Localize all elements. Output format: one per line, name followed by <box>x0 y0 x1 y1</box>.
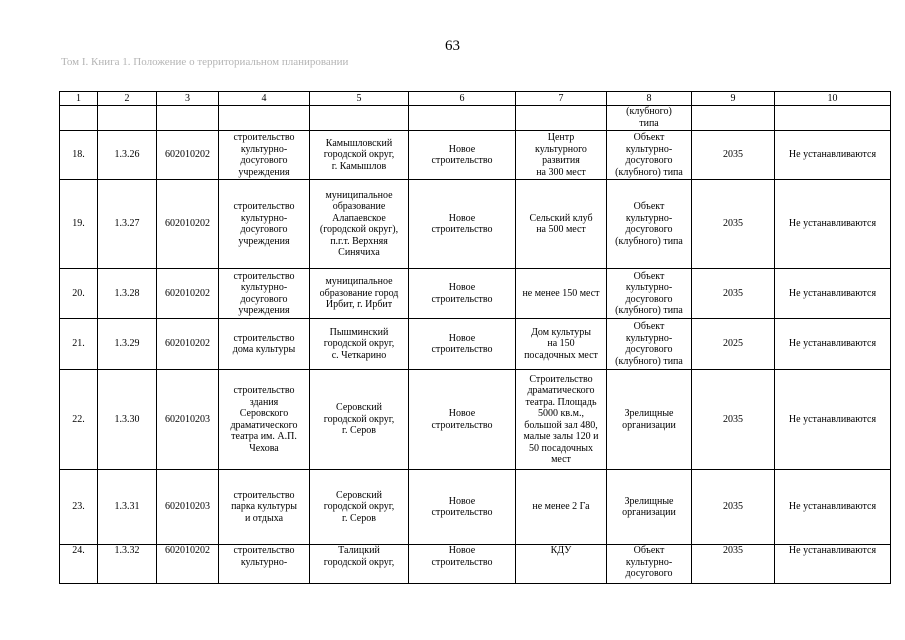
cell-deadline: 2035 <box>692 470 775 545</box>
cell-purpose: строительство дома культуры <box>219 319 310 370</box>
territorial-planning-table <box>59 91 891 584</box>
cell-type: Зрелищные организации <box>607 370 692 470</box>
cell-object-code: 602010202 <box>157 319 219 370</box>
cell-purpose: строительство культурно- досугового учреждения <box>219 180 310 269</box>
cell-zones: Не устанавливаются <box>775 180 891 269</box>
cell-characteristics: не менее 150 мест <box>516 269 607 319</box>
table-row <box>60 470 891 545</box>
cell-deadline: 2035 <box>692 180 775 269</box>
cell-characteristics: не менее 2 Га <box>516 470 607 545</box>
cell-object-code: 602010203 <box>157 470 219 545</box>
cell-location <box>310 106 409 131</box>
table-row <box>60 106 891 131</box>
cell-purpose <box>219 106 310 131</box>
cell-type: Объект культурно- досугового (клубного) типа <box>607 269 692 319</box>
cell-code: 1.3.31 <box>98 470 157 545</box>
column-number-cell: 2 <box>98 92 157 106</box>
cell-purpose: строительство культурно- досугового учреждения <box>219 131 310 180</box>
cell-num: 19. <box>60 180 98 269</box>
cell-purpose: строительство здания Серовского драматического театра им. А.П. Чехова <box>219 370 310 470</box>
cell-num: 22. <box>60 370 98 470</box>
cell-num: 21. <box>60 319 98 370</box>
cell-status <box>409 106 516 131</box>
cell-status: Новое строительство <box>409 370 516 470</box>
cell-zones: Не устанавливаются <box>775 370 891 470</box>
cell-num: 23. <box>60 470 98 545</box>
cell-location: муниципальное образование город Ирбит, г. Ирбит <box>310 269 409 319</box>
cell-location: Пышминский городской округ, с. Четкарино <box>310 319 409 370</box>
cell-object-code <box>157 106 219 131</box>
table-row <box>60 319 891 370</box>
cell-characteristics: Дом культуры на 150 посадочных мест <box>516 319 607 370</box>
cell-code: 1.3.26 <box>98 131 157 180</box>
cell-location: Серовский городской округ, г. Серов <box>310 370 409 470</box>
cell-status: Новое строительство <box>409 180 516 269</box>
cell-code: 1.3.30 <box>98 370 157 470</box>
cell-deadline <box>692 106 775 131</box>
cell-code: 1.3.32 <box>98 545 157 584</box>
cell-status: Новое строительство <box>409 131 516 180</box>
column-number-cell: 4 <box>219 92 310 106</box>
page-header: Том I. Книга 1. Положение о территориальном планировании <box>61 56 349 68</box>
cell-object-code: 602010202 <box>157 180 219 269</box>
cell-code <box>98 106 157 131</box>
column-number-row <box>60 92 891 106</box>
table-row <box>60 545 891 584</box>
cell-code: 1.3.28 <box>98 269 157 319</box>
cell-zones: Не устанавливаются <box>775 131 891 180</box>
table-row <box>60 370 891 470</box>
cell-type: Объект культурно- досугового (клубного) типа <box>607 131 692 180</box>
column-number-cell: 7 <box>516 92 607 106</box>
column-number-cell: 10 <box>775 92 891 106</box>
cell-type: Объект культурно- досугового <box>607 545 692 584</box>
cell-zones: Не устанавливаются <box>775 470 891 545</box>
column-number-cell: 1 <box>60 92 98 106</box>
cell-location: Талицкий городской округ, <box>310 545 409 584</box>
cell-num: 20. <box>60 269 98 319</box>
cell-zones: Не устанавливаются <box>775 319 891 370</box>
cell-status: Новое строительство <box>409 545 516 584</box>
cell-zones: Не устанавливаются <box>775 269 891 319</box>
cell-characteristics: Сельский клуб на 500 мест <box>516 180 607 269</box>
cell-status: Новое строительство <box>409 269 516 319</box>
cell-deadline: 2025 <box>692 319 775 370</box>
cell-object-code: 602010202 <box>157 545 219 584</box>
cell-code: 1.3.27 <box>98 180 157 269</box>
table-body <box>60 92 891 584</box>
cell-location: Серовский городской округ, г. Серов <box>310 470 409 545</box>
cell-location: Камышловский городской округ, г. Камышлов <box>310 131 409 180</box>
cell-characteristics: Строительство драматического театра. Площадь 5000 кв.м., большой зал 480, малые залы 120 и 50 посадочных мест <box>516 370 607 470</box>
column-number-cell: 3 <box>157 92 219 106</box>
cell-deadline: 2035 <box>692 545 775 584</box>
cell-characteristics <box>516 106 607 131</box>
cell-zones <box>775 106 891 131</box>
cell-deadline: 2035 <box>692 269 775 319</box>
cell-code: 1.3.29 <box>98 319 157 370</box>
column-number-cell: 8 <box>607 92 692 106</box>
cell-deadline: 2035 <box>692 131 775 180</box>
cell-type: Зрелищные организации <box>607 470 692 545</box>
table-row <box>60 131 891 180</box>
column-number-cell: 6 <box>409 92 516 106</box>
cell-location: муниципальное образование Алапаевское (городской округ), п.г.т. Верхняя Синячиха <box>310 180 409 269</box>
cell-zones: Не устанавливаются <box>775 545 891 584</box>
cell-type: (клубного) типа <box>607 106 692 131</box>
column-number-cell: 9 <box>692 92 775 106</box>
cell-num: 18. <box>60 131 98 180</box>
cell-object-code: 602010202 <box>157 269 219 319</box>
page-number: 63 <box>445 38 460 54</box>
cell-deadline: 2035 <box>692 370 775 470</box>
cell-purpose: строительство культурно- досугового учреждения <box>219 269 310 319</box>
cell-status: Новое строительство <box>409 470 516 545</box>
cell-characteristics: Центр культурного развития на 300 мест <box>516 131 607 180</box>
cell-object-code: 602010202 <box>157 131 219 180</box>
cell-status: Новое строительство <box>409 319 516 370</box>
cell-type: Объект культурно- досугового (клубного) типа <box>607 319 692 370</box>
cell-num: 24. <box>60 545 98 584</box>
cell-purpose: строительство парка культуры и отдыха <box>219 470 310 545</box>
cell-type: Объект культурно- досугового (клубного) типа <box>607 180 692 269</box>
cell-purpose: строительство культурно- <box>219 545 310 584</box>
cell-num <box>60 106 98 131</box>
table-row <box>60 180 891 269</box>
cell-characteristics: КДУ <box>516 545 607 584</box>
column-number-cell: 5 <box>310 92 409 106</box>
cell-object-code: 602010203 <box>157 370 219 470</box>
table-row <box>60 269 891 319</box>
